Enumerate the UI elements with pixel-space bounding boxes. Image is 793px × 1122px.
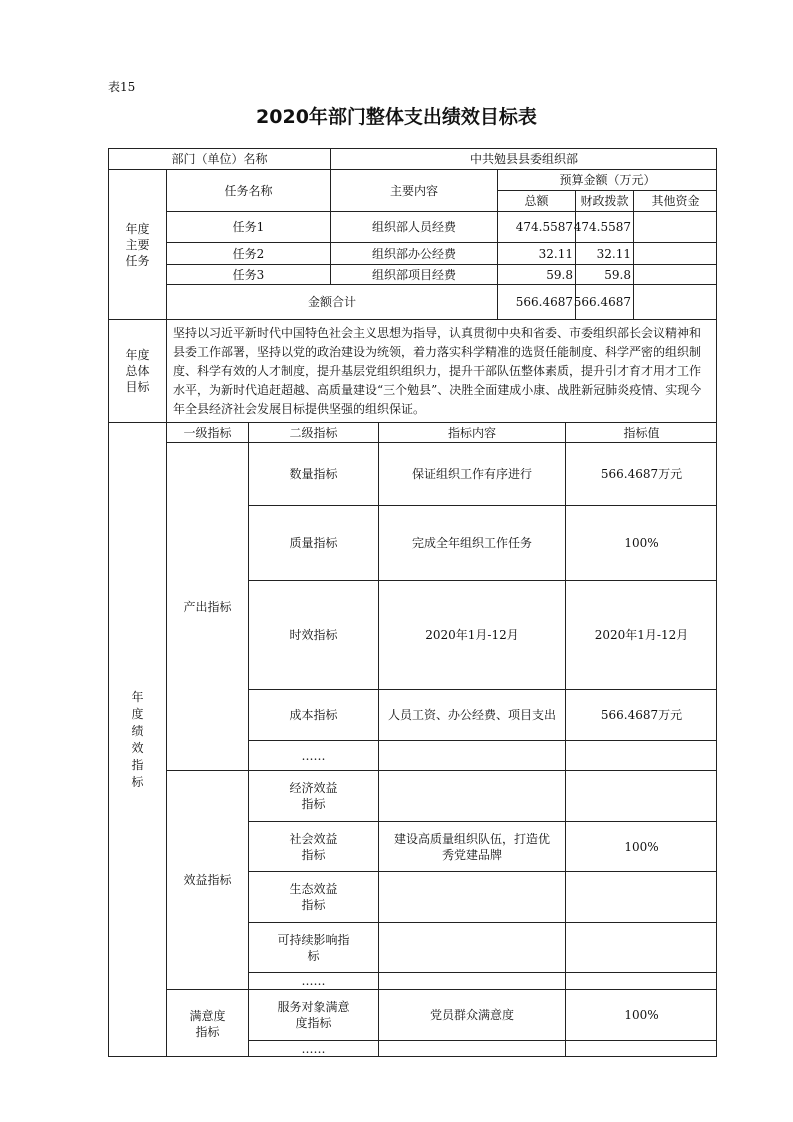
task-row-2-fiscal: 32.11 [575,242,633,264]
output-row-2-value: 100% [565,505,717,580]
satisfaction-row-2-value [565,1040,717,1057]
satisfaction-indicator-label-text: 满意度指标 [189,1008,226,1039]
performance-table [108,148,717,1057]
output-row-4-value: 566.4687万元 [565,689,717,740]
task-row-2-other [633,242,717,264]
satisfaction-row-2-level2: …… [248,1040,378,1057]
benefit-row-1-value [565,770,717,821]
satisfaction-row-1-level2 [248,989,378,1040]
output-row-5-content [378,740,565,770]
output-row-3-value: 2020年1月-12月 [565,580,717,689]
col-task-name: 任务名称 [166,169,330,211]
sum-label: 金额合计 [166,284,497,319]
output-row-1-content: 保证组织工作有序进行 [378,442,565,505]
col-level2: 二级指标 [248,422,378,442]
col-indicator-content: 指标内容 [378,422,565,442]
satisfaction-row-2-content [378,1040,565,1057]
output-row-3-level2: 时效指标 [248,580,378,689]
benefit-row-2-content [378,821,565,871]
col-total: 总额 [497,190,575,211]
col-other: 其他资金 [633,190,717,211]
output-row-4-level2: 成本指标 [248,689,378,740]
benefit-row-3-level2-text: 生态效益指标 [289,882,338,912]
dept-label: 部门（单位）名称 [108,148,330,169]
output-row-5-value [565,740,717,770]
task-row-3-other [633,264,717,284]
output-row-2-content: 完成全年组织工作任务 [378,505,565,580]
task-row-1-other [633,211,717,242]
benefit-row-2-level2-text: 社会效益指标 [289,831,338,862]
benefit-row-4-value [565,922,717,972]
benefit-row-5-content [378,972,565,989]
page-title: 2020年部门整体支出绩效目标表 [256,106,537,128]
col-indicator-value: 指标值 [565,422,717,442]
benefit-row-4-level2-text: 可持续影响指标 [277,932,350,963]
tasks-section-label [108,169,166,319]
sum-fiscal: 566.4687 [575,284,633,319]
benefit-row-3-level2 [248,871,378,922]
sum-total: 566.4687 [497,284,575,319]
col-main-content: 主要内容 [330,169,497,211]
benefit-row-3-value [565,871,717,922]
table-number: 表15 [108,80,136,94]
col-level1: 一级指标 [166,422,248,442]
benefit-row-5-value [565,972,717,989]
benefit-row-4-level2 [248,922,378,972]
output-row-4-content: 人员工资、办公经费、项目支出 [378,689,565,740]
task-row-3-content: 组织部项目经费 [330,264,497,284]
benefit-row-5-level2: …… [248,972,378,989]
output-row-2-level2: 质量指标 [248,505,378,580]
output-row-3-content: 2020年1月-12月 [378,580,565,689]
benefit-row-4-content [378,922,565,972]
task-row-1-content: 组织部人员经费 [330,211,497,242]
overall-section-label [108,319,166,422]
dept-value: 中共勉县县委组织部 [330,148,717,169]
benefit-row-1-content [378,770,565,821]
task-row-3-total: 59.8 [497,264,575,284]
overall-target-text: 坚持以习近平新时代中国特色社会主义思想为指导，认真贯彻中央和省委、市委组织部长会议精神和县委工作部署，坚持以党的政治建设为统领，着力落实科学精准的选贤任能制度、科学严密的组织制度、科学有效的人才制度，提升基层党组织组织力，提升干部队伍整体素质，提升引才育才用才工作水平，为新时代追赶超越、高质量建设“三个勉县”、决胜全面建成小康、战胜新冠肺炎疫情、实现今年全县经济社会发展目标提供坚强的组织保证。 [166,319,717,422]
indicators-section-label-text: 年度绩效指标 [131,690,144,789]
tasks-section-label-text: 年度主要任务 [125,221,150,268]
col-budget: 预算金额（万元） [497,169,717,190]
sum-other [633,284,717,319]
benefit-indicator-label: 效益指标 [166,770,248,989]
overall-section-label-text: 年度总体目标 [125,348,150,394]
task-row-2-content: 组织部办公经费 [330,242,497,264]
benefit-row-1-level2-text: 经济效益指标 [289,781,338,811]
satisfaction-row-1-value: 100% [565,989,717,1040]
satisfaction-row-1-content: 党员群众满意度 [378,989,565,1040]
benefit-row-1-level2 [248,770,378,821]
task-row-3-fiscal: 59.8 [575,264,633,284]
task-row-2-name: 任务2 [166,242,330,264]
satisfaction-row-1-level2-text: 服务对象满意度指标 [277,1000,350,1030]
satisfaction-indicator-label [166,989,248,1057]
benefit-row-2-level2 [248,821,378,871]
task-row-2-total: 32.11 [497,242,575,264]
benefit-row-2-content-text: 建设高质量组织队伍，打造优秀党建品牌 [393,831,550,862]
task-row-1-name: 任务1 [166,211,330,242]
output-row-1-value: 566.4687万元 [565,442,717,505]
benefit-row-2-value: 100% [565,821,717,871]
task-row-1-fiscal: 474.5587 [575,211,633,242]
output-row-1-level2: 数量指标 [248,442,378,505]
indicators-section-label [108,422,166,1057]
benefit-row-3-content [378,871,565,922]
col-fiscal: 财政拨款 [575,190,633,211]
output-indicator-label: 产出指标 [166,442,248,770]
output-row-5-level2: …… [248,740,378,770]
task-row-3-name: 任务3 [166,264,330,284]
task-row-1-total: 474.5587 [497,211,575,242]
